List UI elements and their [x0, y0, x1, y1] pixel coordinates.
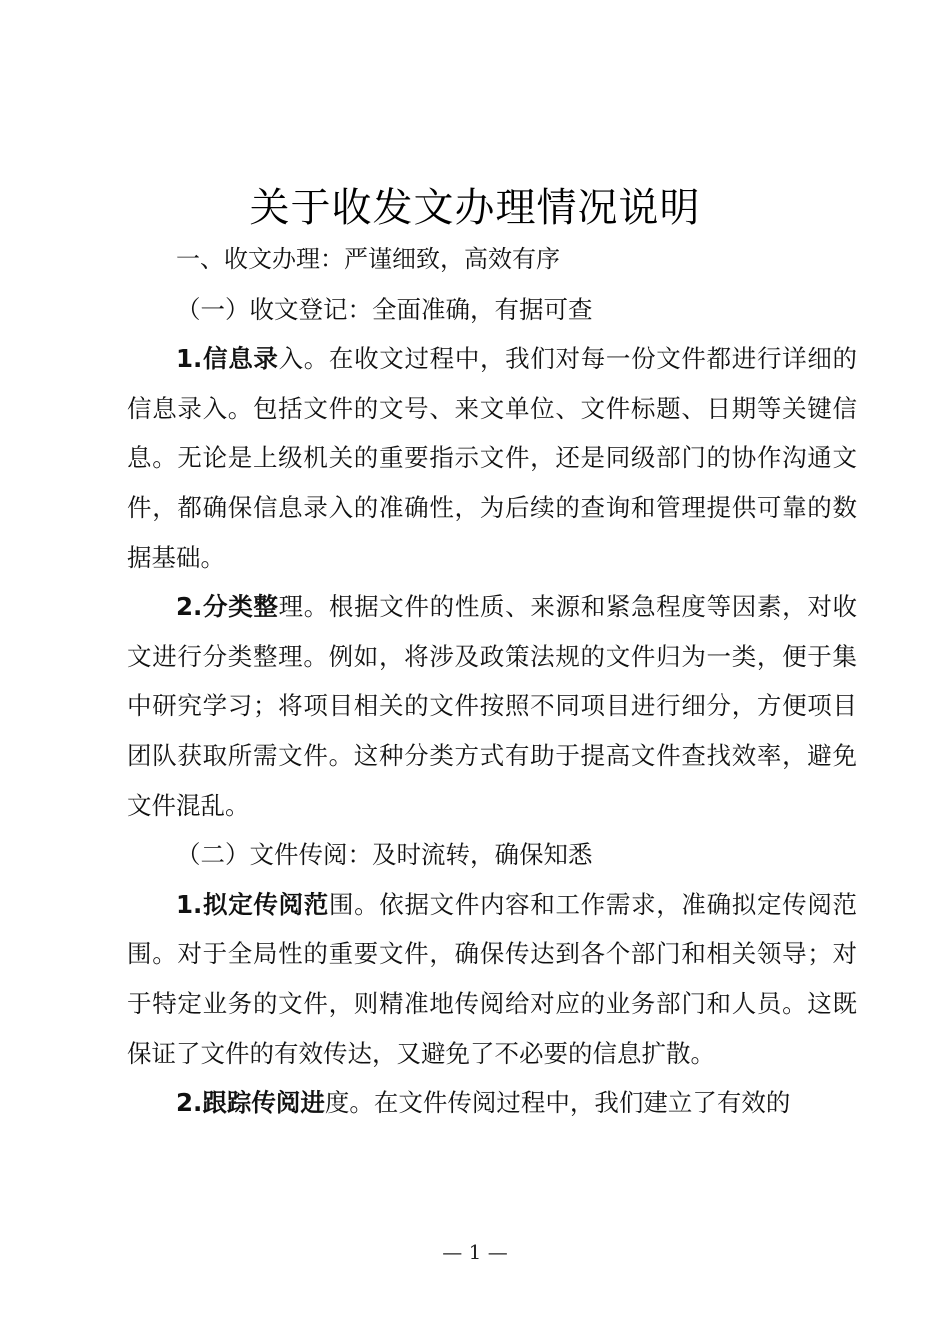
paragraph-item: [127, 334, 857, 582]
item-text: 度。在文件传阅过程中，我们建立了有效的: [324, 1088, 791, 1118]
item-text: 围。依据文件内容和工作需求，准确拟定传阅范围。对于全局性的重要文件，确保传达到各个部门和相关领导；对于特定业务的文件，则精准地传阅给对应的业务部门和人员。这既保证了文件的有效传达，又避免了不必要的信息扩散。: [127, 889, 858, 1068]
item-lead: 1.信息录: [176, 344, 279, 374]
page-number: — 1 —: [442, 1240, 508, 1264]
section-heading: 一、收文办理：严谨细致，高效有序: [176, 245, 560, 273]
item-lead: 2.跟踪传阅进: [176, 1088, 325, 1118]
paragraph-item: [127, 1078, 857, 1128]
item-text: 入。在收文过程中，我们对每一份文件都进行详细的信息录入。包括文件的文号、来文单位、文件标题、日期等关键信息。无论是上级机关的重要指示文件，还是同级部门的协作沟通文件，都确保信息录入的准确性，为后续的查询和管理提供可靠的数据基础。: [127, 344, 858, 572]
document-body: [127, 235, 857, 1128]
paragraph-item: [127, 582, 857, 830]
item-lead: 1.拟定传阅范: [176, 889, 329, 919]
paragraph-item: [127, 880, 857, 1078]
subsection-heading: （一）收文登记：全面准确，有据可查: [176, 294, 593, 324]
subsection-heading: （二）文件传阅：及时流转，确保知悉: [176, 840, 593, 870]
item-text: 理。根据文件的性质、来源和紧急程度等因素，对收文进行分类整理。例如，将涉及政策法规的文件归为一类，便于集中研究学习；将项目相关的文件按照不同项目进行细分，方便项目团队获取所需文件。这种分类方式有助于提高文件查找效率，避免文件混乱。: [127, 592, 858, 820]
document-title: 关于收发文办理情况说明: [249, 185, 701, 231]
item-lead: 2.分类整: [176, 592, 279, 622]
